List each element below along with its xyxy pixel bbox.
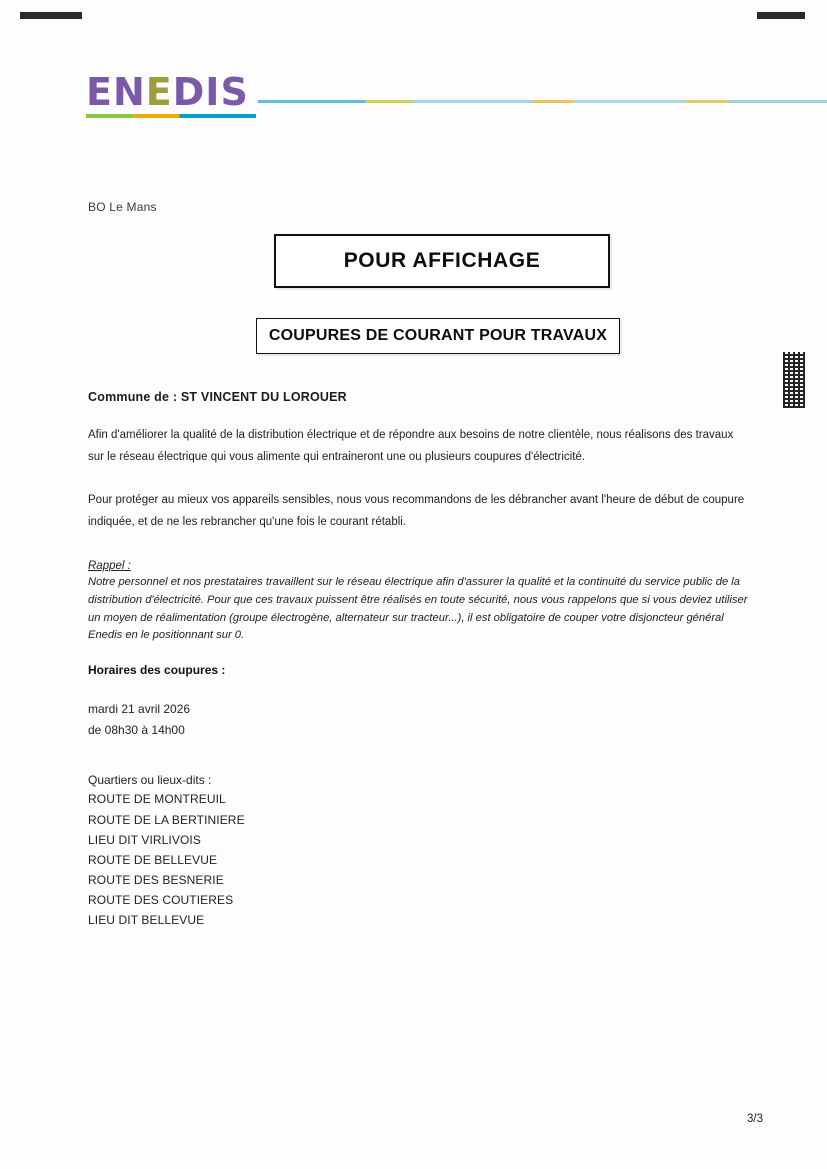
- quartiers-heading: Quartiers ou lieux-dits :: [88, 773, 212, 788]
- logo-letter-s: S: [220, 70, 249, 114]
- enedis-logo: [86, 72, 766, 120]
- enedis-logo-wordmark: [86, 72, 249, 112]
- list-item: ROUTE DE MONTREUIL: [88, 792, 226, 807]
- datamatrix-code-icon: [783, 352, 805, 408]
- advice-paragraph: Pour protéger au mieux vos appareils sensibles, nous vous recommandons de les débrancher avant l'heure de début de coupure indiquée, et de ne les rebrancher qu'une fois le courant rétabli.: [88, 493, 745, 529]
- schedule-block: [88, 699, 748, 741]
- quartiers-list: [88, 789, 748, 930]
- schedule-date: mardi 21 avril 2026: [88, 702, 191, 717]
- logo-letter-e1: E: [86, 70, 113, 114]
- page-subtitle: COUPURES DE COURANT POUR TRAVAUX: [268, 327, 608, 344]
- list-item: ROUTE DE BELLEVUE: [88, 852, 218, 867]
- schedule-time: de 08h30 à 14h00: [88, 723, 185, 738]
- logo-letter-d: D: [172, 70, 206, 114]
- title-box: [274, 234, 610, 288]
- list-item: ROUTE DES COUTIERES: [88, 893, 234, 908]
- document-body: [88, 200, 748, 930]
- list-item: LIEU DIT BELLEVUE: [88, 913, 205, 928]
- page-number: 3/3: [747, 1113, 763, 1125]
- scan-artifact-left: [20, 12, 82, 19]
- agency-label: BO Le Mans: [88, 200, 157, 214]
- logo-letter-e2: E: [145, 70, 173, 114]
- logo-color-underline: [86, 114, 256, 118]
- page-title: POUR AFFICHAGE: [343, 249, 541, 272]
- scan-artifact-right: [757, 12, 805, 19]
- commune-line: Commune de : ST VINCENT DU LOROUER: [88, 390, 347, 404]
- list-item: ROUTE DE LA BERTINIERE: [88, 812, 245, 827]
- subtitle-box: [256, 318, 620, 354]
- schedule-heading: Horaires des coupures :: [88, 663, 226, 678]
- list-item: ROUTE DES BESNERIE: [88, 873, 224, 887]
- logo-letter-n: N: [112, 70, 146, 114]
- intro-paragraph: Afin d'améliorer la qualité de la distribution électrique et de répondre aux besoins de notre clientèle, nous réalisons des travaux sur le réseau électrique qui vous alimente qui entraineront une ou plusieurs coupures d'électricité.: [88, 429, 734, 464]
- rappel-label: Rappel :: [88, 559, 131, 572]
- rappel-text: Notre personnel et nos prestataires travaillent sur le réseau électrique afin d'assurer la qualité et la continuité du service public de la distribution d'électricité. Pour que ces travaux puissent être réalisés en toute sécurité, nous vous rappelons que si vous deviez utiliser un moyen de réalimentation (groupe électrogène, alternateur sur tracteur...), il est obligatoire de couper votre disjoncteur général Enedis en le positionnant sur 0.: [88, 575, 748, 642]
- header-color-rule: [258, 100, 827, 103]
- logo-letter-i: I: [205, 70, 221, 114]
- list-item: LIEU DIT VIRLIVOIS: [88, 832, 201, 847]
